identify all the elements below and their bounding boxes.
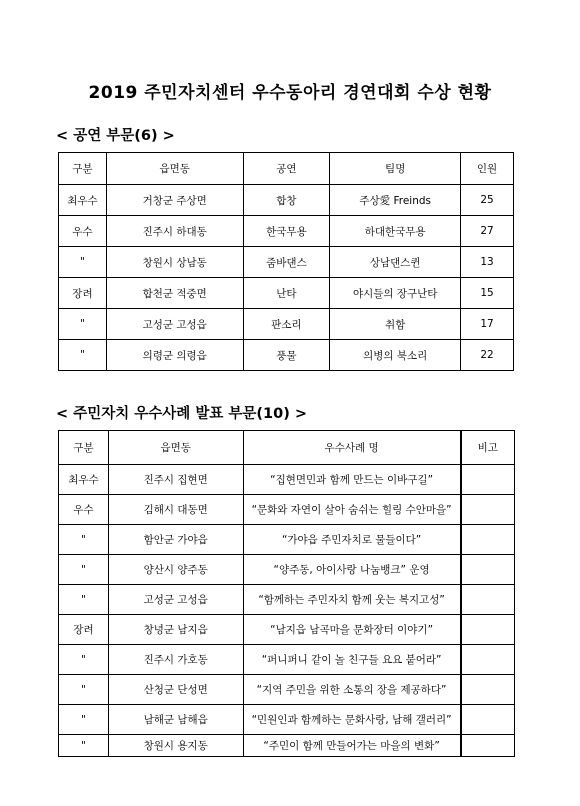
district-cell: 고성군 고성읍: [106, 309, 243, 340]
members-cell: 17: [461, 309, 514, 340]
header-cell: 읍면동: [106, 153, 243, 185]
table-header-row: [59, 153, 514, 185]
header-cell: 우수사례 명: [243, 431, 461, 465]
award-cell: 우수: [59, 216, 107, 247]
case-title-cell: “민원인과 함께하는 문화사랑, 남해 갤러리”: [243, 705, 461, 735]
header-cell: 읍면동: [108, 431, 243, 465]
case-title-cell: “주민이 함께 만들어가는 마을의 변화”: [243, 735, 461, 757]
award-cell: ": [59, 525, 109, 555]
district-cell: 고성군 고성읍: [108, 585, 243, 615]
table-row: [59, 645, 515, 675]
district-cell: 진주시 집현면: [108, 465, 243, 495]
team-cell: 취함: [330, 309, 461, 340]
team-cell: 의병의 북소리: [330, 340, 461, 371]
remarks-cell: [461, 555, 515, 585]
performance-cell: 판소리: [243, 309, 330, 340]
district-cell: 창원시 용지동: [108, 735, 243, 757]
team-cell: 하대한국무용: [330, 216, 461, 247]
district-cell: 함안군 가야읍: [108, 525, 243, 555]
performance-cell: 풍물: [243, 340, 330, 371]
header-cell: 구분: [59, 431, 109, 465]
members-cell: 22: [461, 340, 514, 371]
performance-cell: 한국무용: [243, 216, 330, 247]
header-cell: 비고: [461, 431, 515, 465]
header-cell: 구분: [59, 153, 107, 185]
section-performance-heading: < 공연 부문(6) >: [56, 128, 175, 144]
table-row: [59, 340, 514, 371]
table-row: [59, 525, 515, 555]
table-row: [59, 705, 515, 735]
table-row: [59, 585, 515, 615]
table-row: [59, 247, 514, 278]
case-title-cell: “양주동, 아이사랑 나눔뱅크” 운영: [243, 555, 461, 585]
header-cell: 인원: [461, 153, 514, 185]
team-cell: 상남댄스퀸: [330, 247, 461, 278]
members-cell: 27: [461, 216, 514, 247]
table-row: [59, 278, 514, 309]
members-cell: 15: [461, 278, 514, 309]
remarks-cell: [461, 735, 515, 757]
table-row: [59, 185, 514, 216]
district-cell: 진주시 하대동: [106, 216, 243, 247]
table-row: [59, 495, 515, 525]
award-cell: ": [59, 340, 107, 371]
district-cell: 산청군 단성면: [108, 675, 243, 705]
team-cell: 주상愛 Freinds: [330, 185, 461, 216]
table-row: [59, 216, 514, 247]
award-cell: ": [59, 555, 109, 585]
case-title-cell: “퍼니퍼니 같이 놀 친구들 요요 붙어라”: [243, 645, 461, 675]
district-cell: 창원시 상남동: [106, 247, 243, 278]
remarks-cell: [461, 615, 515, 645]
award-cell: ": [59, 247, 107, 278]
award-cell: ": [59, 585, 109, 615]
case-title-cell: “지역 주민을 위한 소통의 장을 제공하다”: [243, 675, 461, 705]
award-cell: ": [59, 705, 109, 735]
members-cell: 25: [461, 185, 514, 216]
award-cell: 최우수: [59, 465, 109, 495]
award-cell: 장려: [59, 278, 107, 309]
team-cell: 야시들의 장구난타: [330, 278, 461, 309]
award-cell: 우수: [59, 495, 109, 525]
award-cell: ": [59, 675, 109, 705]
section-best-practice-heading: < 주민자치 우수사례 발표 부문(10) >: [56, 406, 308, 422]
award-cell: ": [59, 645, 109, 675]
case-title-cell: “가야읍 주민자치로 물들이다”: [243, 525, 461, 555]
district-cell: 양산시 양주동: [108, 555, 243, 585]
members-cell: 13: [461, 247, 514, 278]
remarks-cell: [461, 465, 515, 495]
award-cell: 최우수: [59, 185, 107, 216]
performance-cell: 줌바댄스: [243, 247, 330, 278]
best-practice-awards-table: [58, 430, 515, 757]
remarks-cell: [461, 525, 515, 555]
case-title-cell: “집현면민과 함께 만드는 이바구길”: [243, 465, 461, 495]
remarks-cell: [461, 675, 515, 705]
header-cell: 공연: [243, 153, 330, 185]
case-title-cell: “남지읍 남곡마을 문화장터 이야기”: [243, 615, 461, 645]
district-cell: 김해시 대동면: [108, 495, 243, 525]
remarks-cell: [461, 645, 515, 675]
district-cell: 거창군 주상면: [106, 185, 243, 216]
table-row: [59, 309, 514, 340]
case-title-cell: “함께하는 주민자치 함께 웃는 복지고성”: [243, 585, 461, 615]
district-cell: 남해군 남해읍: [108, 705, 243, 735]
district-cell: 진주시 가호동: [108, 645, 243, 675]
header-cell: 팀명: [330, 153, 461, 185]
remarks-cell: [461, 495, 515, 525]
table-row: [59, 615, 515, 645]
remarks-cell: [461, 585, 515, 615]
table-row: [59, 555, 515, 585]
table-row: [59, 675, 515, 705]
performance-cell: 합창: [243, 185, 330, 216]
table-row: [59, 465, 515, 495]
district-cell: 창녕군 남지읍: [108, 615, 243, 645]
case-title-cell: “문화와 자연이 살아 숨쉬는 힐링 수안마을”: [243, 495, 461, 525]
award-cell: 장려: [59, 615, 109, 645]
district-cell: 합천군 적중면: [106, 278, 243, 309]
page-title: 2019 주민자치센터 우수동아리 경연대회 수상 현황: [88, 83, 492, 103]
remarks-cell: [461, 705, 515, 735]
award-cell: ": [59, 735, 109, 757]
district-cell: 의령군 의령읍: [106, 340, 243, 371]
table-row: [59, 735, 515, 757]
performance-awards-table: [58, 152, 514, 371]
performance-cell: 난타: [243, 278, 330, 309]
table-header-row: [59, 431, 515, 465]
award-cell: ": [59, 309, 107, 340]
